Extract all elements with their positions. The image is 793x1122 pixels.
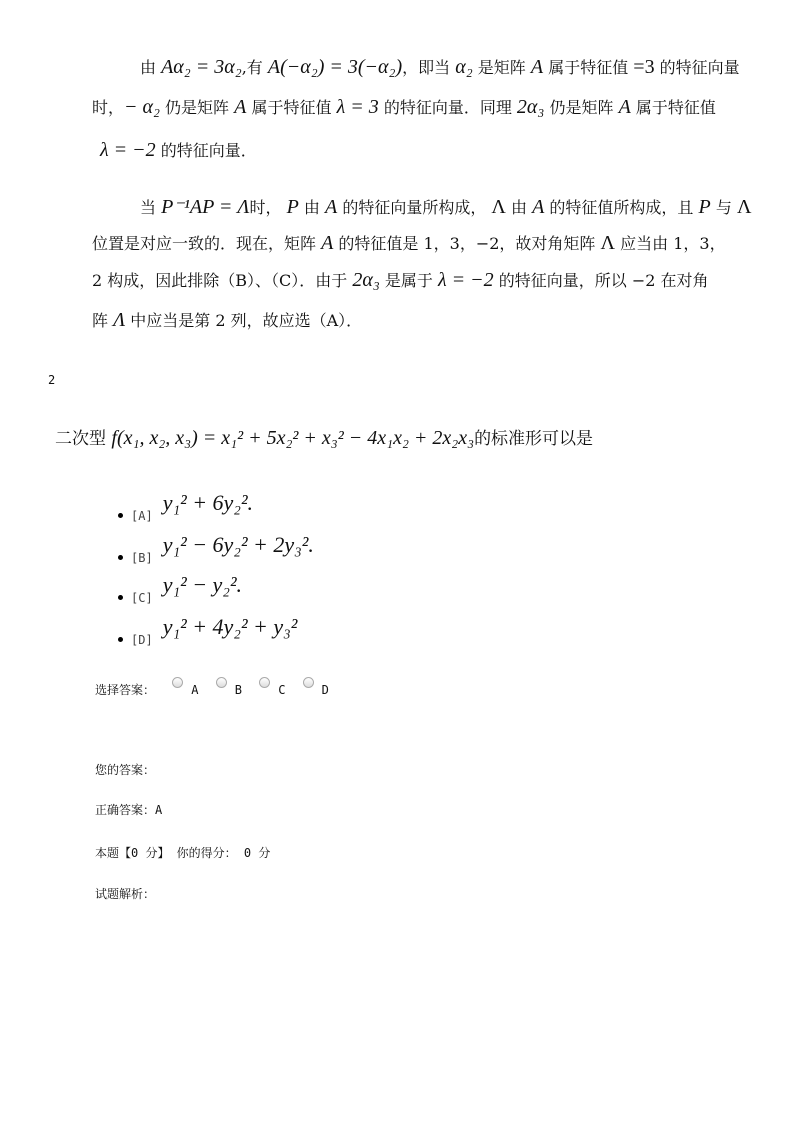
math: Λ [736,196,752,218]
math: P [698,196,711,218]
option-d [118,614,298,650]
bullet-icon [118,637,123,642]
radio-label[interactable]: A [191,683,199,697]
score-line: 本题【0 分】 你的得分： 0 分 [95,846,271,860]
math: Aα₂ = 3α₂ [161,56,242,78]
text: 仍是矩阵 [159,98,235,117]
line [140,197,751,218]
math: P⁻¹AP = Λ [161,196,250,218]
text: 的标准形可以是 [474,429,594,449]
text: 的特征值是 1，3，−2，故对角矩阵 [333,234,601,253]
line [100,140,257,161]
answer-choices [95,680,329,700]
text: 属于特征值 [543,58,634,77]
math: P [286,196,299,218]
radio-label[interactable]: C [278,683,286,697]
line [92,270,709,291]
text: 的特征值所构成，且 [544,198,699,217]
text: ,有 [241,58,268,77]
math: A [321,232,334,254]
text: 的特征向量． [155,141,257,160]
text: 是矩阵 [472,58,531,77]
your-answer: 您的答案： [95,763,156,777]
radio-label[interactable]: D [321,683,329,697]
text: 应当由 1，3， [615,234,726,253]
option-label: [D] [131,633,153,647]
option-label: [B] [131,551,153,565]
question-formula: f(x₁, x₂, x₃) = x₁² + 5x₂² + x₃² − 4x₁x₂ + 2x₂x₃ [111,427,475,449]
text: 的特征向量．同理 [378,98,517,117]
text: 时， [249,198,287,217]
line [92,233,726,254]
choose-answer-label: 选择答案： [95,683,156,697]
option-label: [A] [131,509,153,523]
math: Λ [113,309,126,331]
question-stem [55,428,593,449]
option-formula: y₁² − 6y₂² + 2y₃². [162,532,314,557]
math: =3 [633,56,655,78]
radio-c[interactable] [259,677,270,688]
math: λ = 3 [336,96,379,118]
text: ，即当 [402,58,456,77]
math: 2α₃ [516,96,545,118]
text: 时， [92,98,125,117]
option-formula: y₁² + 6y₂². [162,490,254,515]
option-b [118,532,314,568]
text: 是属于 [379,271,438,290]
math: λ = −2 [100,139,156,161]
math: A [532,196,545,218]
text: 的特征向量所构成， [337,198,492,217]
option-a [118,490,254,526]
radio-b[interactable] [216,677,227,688]
math: A [325,196,338,218]
text: 与 [710,198,737,217]
analysis-label: 试题解析： [95,887,156,901]
bullet-icon [118,555,123,560]
option-label: [C] [131,591,153,605]
math: Λ [491,196,506,218]
line [140,57,740,78]
text: 由 [505,198,533,217]
text: 位置是对应一致的．现在，矩阵 [92,234,322,253]
correct-answer: 正确答案：A [95,803,163,817]
bullet-icon [118,513,123,518]
text: 阵 [92,311,114,330]
option-formula: y₁² − y₂². [162,572,243,597]
text: 属于特征值 [630,98,716,117]
text: 中应当是第 2 列，故应选（A）． [125,311,363,330]
math: α₂ [455,56,473,78]
text: 由 [140,58,162,77]
math: λ = −2 [438,269,494,291]
option-c [118,572,243,608]
line [92,310,362,331]
math: A [234,96,247,118]
math: A(−α₂) = 3(−α₂) [267,56,403,78]
math: Λ [600,232,616,254]
text: 仍是矩阵 [544,98,619,117]
bullet-icon [118,595,123,600]
text: 当 [140,198,162,217]
math: 2α₃ [352,269,380,291]
text: 2 构成，因此排除（B）、（C）．由于 [92,271,353,290]
text: 的特征向量 [654,58,740,77]
radio-a[interactable] [172,677,183,688]
text: 属于特征值 [246,98,337,117]
line [92,97,716,118]
option-formula: y₁² + 4y₂² + y₃² [162,614,298,639]
text: 由 [298,198,326,217]
radio-d[interactable] [303,677,314,688]
radio-label[interactable]: B [234,683,242,697]
math: A [530,56,544,78]
math: A [618,96,631,118]
math: − α₂ [124,96,160,118]
text: 的特征向量，所以 −2 在对角 [493,271,709,290]
question-number: 2 [48,373,56,387]
text: 二次型 [55,429,112,449]
